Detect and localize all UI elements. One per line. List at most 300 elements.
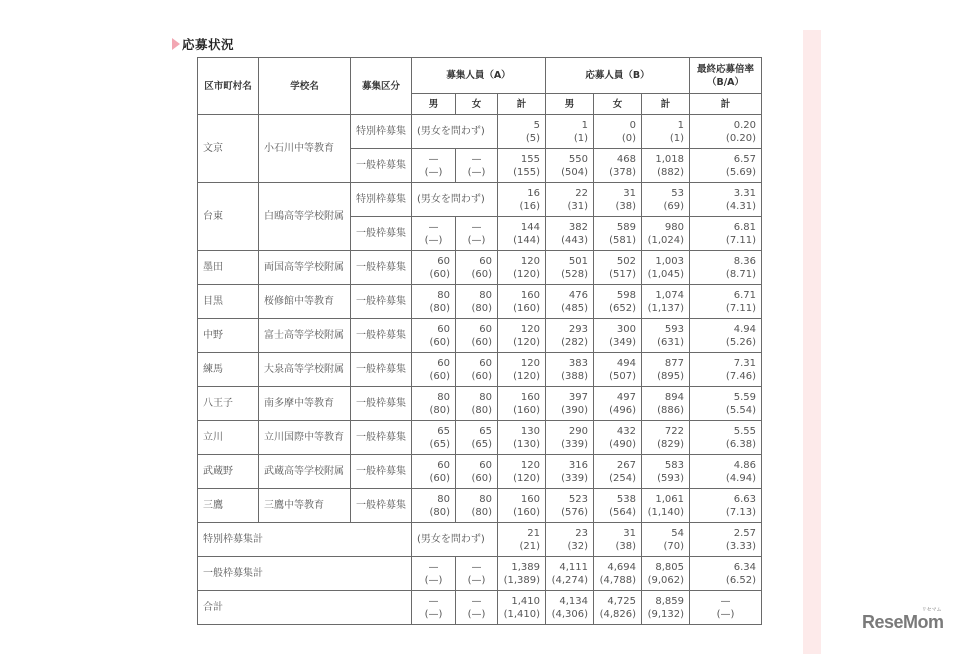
value: 60 [437,323,450,335]
value: — [428,561,439,573]
value: 267 [616,459,636,471]
cell-app-t [642,455,690,489]
value: 160 [520,391,540,403]
prior-year-value: (485) [561,302,588,314]
cell-app-f [594,285,642,319]
cell-school: 両国高等学校附属 [259,251,351,285]
cell-app-t [642,557,690,591]
prior-year-value: (80) [429,302,450,314]
cell-cap-t [498,251,546,285]
cell-app-m [546,217,594,251]
cell-ratio [690,217,762,251]
cell-ratio [690,489,762,523]
cell-cap-f [456,285,498,319]
prior-year-value: (1,140) [647,506,684,518]
cell-cap-t [498,421,546,455]
cell-district: 八王子 [198,387,259,421]
cell-district: 立川 [198,421,259,455]
value: 722 [664,425,684,437]
cell-either-gender: (男女を問わず) [412,183,498,217]
prior-year-value: (—) [424,234,443,246]
cell-district: 目黒 [198,285,259,319]
prior-year-value: (3.33) [725,540,756,552]
value: 7.31 [733,357,756,369]
cell-ratio [690,421,762,455]
value: 497 [616,391,636,403]
cell-cap-f [456,387,498,421]
prior-year-value: (5.26) [725,336,756,348]
cell-cap-m [412,285,456,319]
value: 1 [677,119,684,131]
cell-category: 一般枠募集 [351,489,412,523]
cell-category: 特別枠募集 [351,115,412,149]
prior-year-value: (60) [429,336,450,348]
header-row-1 [198,58,762,94]
cell-summary-label: 合計 [198,591,412,625]
cell-cap-t [498,387,546,421]
cell-district: 三鷹 [198,489,259,523]
value: — [428,595,439,607]
prior-year-value: (593) [657,472,684,484]
value: 4,134 [559,595,588,607]
prior-year-value: (160) [513,506,540,518]
prior-year-value: (1) [573,132,588,144]
prior-year-value: (80) [471,506,492,518]
value: 598 [616,289,636,301]
value: 31 [623,187,636,199]
prior-year-value: (60) [471,370,492,382]
cell-category: 一般枠募集 [351,353,412,387]
value: 8,859 [655,595,684,607]
cell-app-f [594,489,642,523]
cell-school: 小石川中等教育 [259,115,351,183]
value: 5.55 [733,425,756,437]
table-row [198,489,762,523]
cell-cap-t [498,455,546,489]
cell-app-t [642,353,690,387]
prior-year-value: (32) [567,540,588,552]
cell-cap-m [412,251,456,285]
decorative-side-strip [803,30,821,654]
prior-year-value: (9,062) [647,574,684,586]
table-row [198,353,762,387]
cell-app-f [594,319,642,353]
cell-app-f [594,421,642,455]
value: 293 [568,323,588,335]
value: 300 [616,323,636,335]
value: 60 [479,357,492,369]
table-row [198,183,762,217]
cell-ratio [690,455,762,489]
cell-category: 一般枠募集 [351,455,412,489]
logo-ruby: リセマム [921,607,942,613]
value: 80 [479,493,492,505]
prior-year-value: (390) [561,404,588,416]
prior-year-value: (80) [471,404,492,416]
prior-year-value: (60) [429,370,450,382]
prior-year-value: (528) [561,268,588,280]
value: 4.94 [733,323,756,335]
prior-year-value: (1,024) [647,234,684,246]
prior-year-value: (1,137) [647,302,684,314]
prior-year-value: (4,826) [599,608,636,620]
cell-category: 一般枠募集 [351,285,412,319]
value: 160 [520,493,540,505]
cell-cap-t [498,217,546,251]
prior-year-value: (349) [609,336,636,348]
header-app-male: 男 [546,94,594,115]
summary-row [198,523,762,557]
header-ratio [690,58,762,94]
value: 383 [568,357,588,369]
triangle-marker-icon [172,38,180,50]
value: 382 [568,221,588,233]
prior-year-value: (5.69) [725,166,756,178]
cell-category: 一般枠募集 [351,319,412,353]
cell-app-t [642,489,690,523]
resemom-logo [862,607,944,633]
value: 16 [527,187,540,199]
cell-app-m [546,285,594,319]
cell-school: 大泉高等学校附属 [259,353,351,387]
cell-app-t [642,217,690,251]
value: 80 [437,493,450,505]
prior-year-value: (496) [609,404,636,416]
value: 80 [437,289,450,301]
cell-school: 武蔵高等学校附属 [259,455,351,489]
cell-cap-m [412,489,456,523]
cell-app-t [642,285,690,319]
cell-cap-f [456,353,498,387]
value: 65 [479,425,492,437]
value: 538 [616,493,636,505]
value: 4,725 [607,595,636,607]
value: 1,003 [655,255,684,267]
prior-year-value: (504) [561,166,588,178]
logo-text: ReseMom [862,612,944,632]
cell-ratio [690,285,762,319]
table-row [198,115,762,149]
prior-year-value: (4.94) [725,472,756,484]
prior-year-value: (60) [429,472,450,484]
cell-app-f [594,455,642,489]
prior-year-value: (120) [513,472,540,484]
prior-year-value: (7.11) [725,302,756,314]
cell-summary-label: 一般枠募集計 [198,557,412,591]
prior-year-value: (7.13) [725,506,756,518]
header-ratio-total: 計 [690,94,762,115]
prior-year-value: (120) [513,336,540,348]
value: 80 [479,391,492,403]
prior-year-value: (70) [663,540,684,552]
prior-year-value: (339) [561,438,588,450]
cell-ratio [690,251,762,285]
prior-year-value: (0.20) [725,132,756,144]
cell-app-t [642,387,690,421]
prior-year-value: (—) [467,234,486,246]
cell-category: 一般枠募集 [351,217,412,251]
prior-year-value: (517) [609,268,636,280]
prior-year-value: (7.46) [725,370,756,382]
prior-year-value: (60) [471,472,492,484]
value: 468 [616,153,636,165]
cell-cap-m [412,319,456,353]
cell-app-f [594,149,642,183]
value: 8,805 [655,561,684,573]
header-district: 区市町村名 [198,58,259,115]
cell-app-m [546,251,594,285]
cell-cap-f [456,421,498,455]
cell-ratio [690,319,762,353]
value: 54 [671,527,684,539]
cell-ratio [690,353,762,387]
value: 60 [437,357,450,369]
cell-app-m [546,115,594,149]
prior-year-value: (7.11) [725,234,756,246]
value: 494 [616,357,636,369]
cell-app-t [642,421,690,455]
cell-district: 中野 [198,319,259,353]
value: 5.59 [733,391,756,403]
prior-year-value: (1,389) [503,574,540,586]
prior-year-value: (339) [561,472,588,484]
value: 60 [437,255,450,267]
value: 476 [568,289,588,301]
value: 1,074 [655,289,684,301]
cell-app-f [594,591,642,625]
prior-year-value: (80) [471,302,492,314]
prior-year-value: (65) [471,438,492,450]
prior-year-value: (65) [429,438,450,450]
summary-row [198,591,762,625]
value: 550 [568,153,588,165]
cell-cap-t [498,489,546,523]
value: 80 [437,391,450,403]
cell-cap-f [456,251,498,285]
prior-year-value: (576) [561,506,588,518]
value: 3.31 [733,187,756,199]
value: 894 [664,391,684,403]
prior-year-value: (4,274) [551,574,588,586]
prior-year-value: (130) [513,438,540,450]
cell-district: 台東 [198,183,259,251]
value: 60 [479,323,492,335]
value: 120 [520,459,540,471]
value: 2.57 [733,527,756,539]
table-row [198,285,762,319]
prior-year-value: (378) [609,166,636,178]
cell-district: 墨田 [198,251,259,285]
value: 980 [664,221,684,233]
value: 60 [479,255,492,267]
cell-app-f [594,251,642,285]
value: 31 [623,527,636,539]
cell-cap-m [412,387,456,421]
cell-cap-t [498,353,546,387]
cell-ratio [690,183,762,217]
cell-cap-f [456,455,498,489]
value: 60 [479,459,492,471]
prior-year-value: (882) [657,166,684,178]
value: 23 [575,527,588,539]
value: 5 [533,119,540,131]
cell-app-f [594,387,642,421]
prior-year-value: (—) [467,608,486,620]
prior-year-value: (4,306) [551,608,588,620]
value: 523 [568,493,588,505]
value: 6.71 [733,289,756,301]
prior-year-value: (564) [609,506,636,518]
prior-year-value: (507) [609,370,636,382]
value: 583 [664,459,684,471]
cell-either-gender: (男女を問わず) [412,523,498,557]
prior-year-value: (652) [609,302,636,314]
value: 0.20 [733,119,756,131]
cell-cap-t [498,115,546,149]
header-category: 募集区分 [351,58,412,115]
prior-year-value: (6.38) [725,438,756,450]
prior-year-value: (4.31) [725,200,756,212]
value: 160 [520,289,540,301]
cell-app-m [546,421,594,455]
prior-year-value: (1) [669,132,684,144]
prior-year-value: (9,132) [647,608,684,620]
value: 0 [629,119,636,131]
value: 4.86 [733,459,756,471]
prior-year-value: (—) [467,574,486,586]
cell-cap-m [412,591,456,625]
prior-year-value: (120) [513,268,540,280]
value: — [720,595,731,607]
prior-year-value: (581) [609,234,636,246]
cell-app-f [594,557,642,591]
cell-school: 富士高等学校附属 [259,319,351,353]
header-ratio-line2: （B/A） [706,76,745,88]
value: 22 [575,187,588,199]
cell-app-t [642,523,690,557]
table-row [198,319,762,353]
prior-year-value: (80) [429,404,450,416]
cell-ratio [690,523,762,557]
cell-category: 一般枠募集 [351,387,412,421]
cell-cap-m [412,353,456,387]
cell-app-t [642,591,690,625]
value: 1,018 [655,153,684,165]
prior-year-value: (60) [429,268,450,280]
value: 1,410 [511,595,540,607]
summary-row [198,557,762,591]
cell-cap-t [498,149,546,183]
value: — [471,221,482,233]
value: 60 [437,459,450,471]
value: 316 [568,459,588,471]
cell-ratio [690,591,762,625]
cell-app-m [546,149,594,183]
cell-cap-f [456,591,498,625]
cell-district: 武蔵野 [198,455,259,489]
table-row [198,455,762,489]
value: — [428,153,439,165]
cell-cap-f [456,149,498,183]
cell-school: 南多摩中等教育 [259,387,351,421]
value: 1 [581,119,588,131]
cell-category: 一般枠募集 [351,149,412,183]
prior-year-value: (60) [471,336,492,348]
cell-cap-f [456,217,498,251]
prior-year-value: (5) [525,132,540,144]
prior-year-value: (—) [424,574,443,586]
cell-cap-f [456,319,498,353]
value: 6.57 [733,153,756,165]
prior-year-value: (0) [621,132,636,144]
prior-year-value: (4,788) [599,574,636,586]
value: 120 [520,255,540,267]
prior-year-value: (160) [513,302,540,314]
cell-cap-t [498,319,546,353]
prior-year-value: (69) [663,200,684,212]
cell-summary-label: 特別枠募集計 [198,523,412,557]
cell-cap-t [498,183,546,217]
value: — [471,595,482,607]
prior-year-value: (—) [424,608,443,620]
header-school: 学校名 [259,58,351,115]
value: 1,061 [655,493,684,505]
cell-school: 白鴎高等学校附属 [259,183,351,251]
cell-app-f [594,353,642,387]
value: 589 [616,221,636,233]
cell-app-t [642,319,690,353]
value: — [428,221,439,233]
header-cap-female: 女 [456,94,498,115]
cell-ratio [690,115,762,149]
prior-year-value: (60) [471,268,492,280]
prior-year-value: (1,410) [503,608,540,620]
cell-app-t [642,183,690,217]
prior-year-value: (1,045) [647,268,684,280]
cell-app-f [594,115,642,149]
value: 80 [479,289,492,301]
header-cap-male: 男 [412,94,456,115]
cell-cap-m [412,455,456,489]
cell-app-f [594,183,642,217]
prior-year-value: (254) [609,472,636,484]
cell-app-t [642,149,690,183]
cell-app-m [546,455,594,489]
cell-app-m [546,591,594,625]
header-applicants: 応募人員（B） [546,58,690,94]
value: — [471,153,482,165]
cell-ratio [690,387,762,421]
value: 130 [520,425,540,437]
value: 53 [671,187,684,199]
prior-year-value: (5.54) [725,404,756,416]
prior-year-value: (631) [657,336,684,348]
table-row [198,251,762,285]
application-status-table [197,57,762,625]
cell-school: 三鷹中等教育 [259,489,351,523]
cell-app-t [642,251,690,285]
prior-year-value: (144) [513,234,540,246]
cell-cap-m [412,149,456,183]
prior-year-value: (—) [716,608,735,620]
table-row [198,387,762,421]
prior-year-value: (282) [561,336,588,348]
cell-category: 一般枠募集 [351,251,412,285]
cell-cap-t [498,557,546,591]
value: 4,694 [607,561,636,573]
prior-year-value: (829) [657,438,684,450]
prior-year-value: (38) [615,200,636,212]
